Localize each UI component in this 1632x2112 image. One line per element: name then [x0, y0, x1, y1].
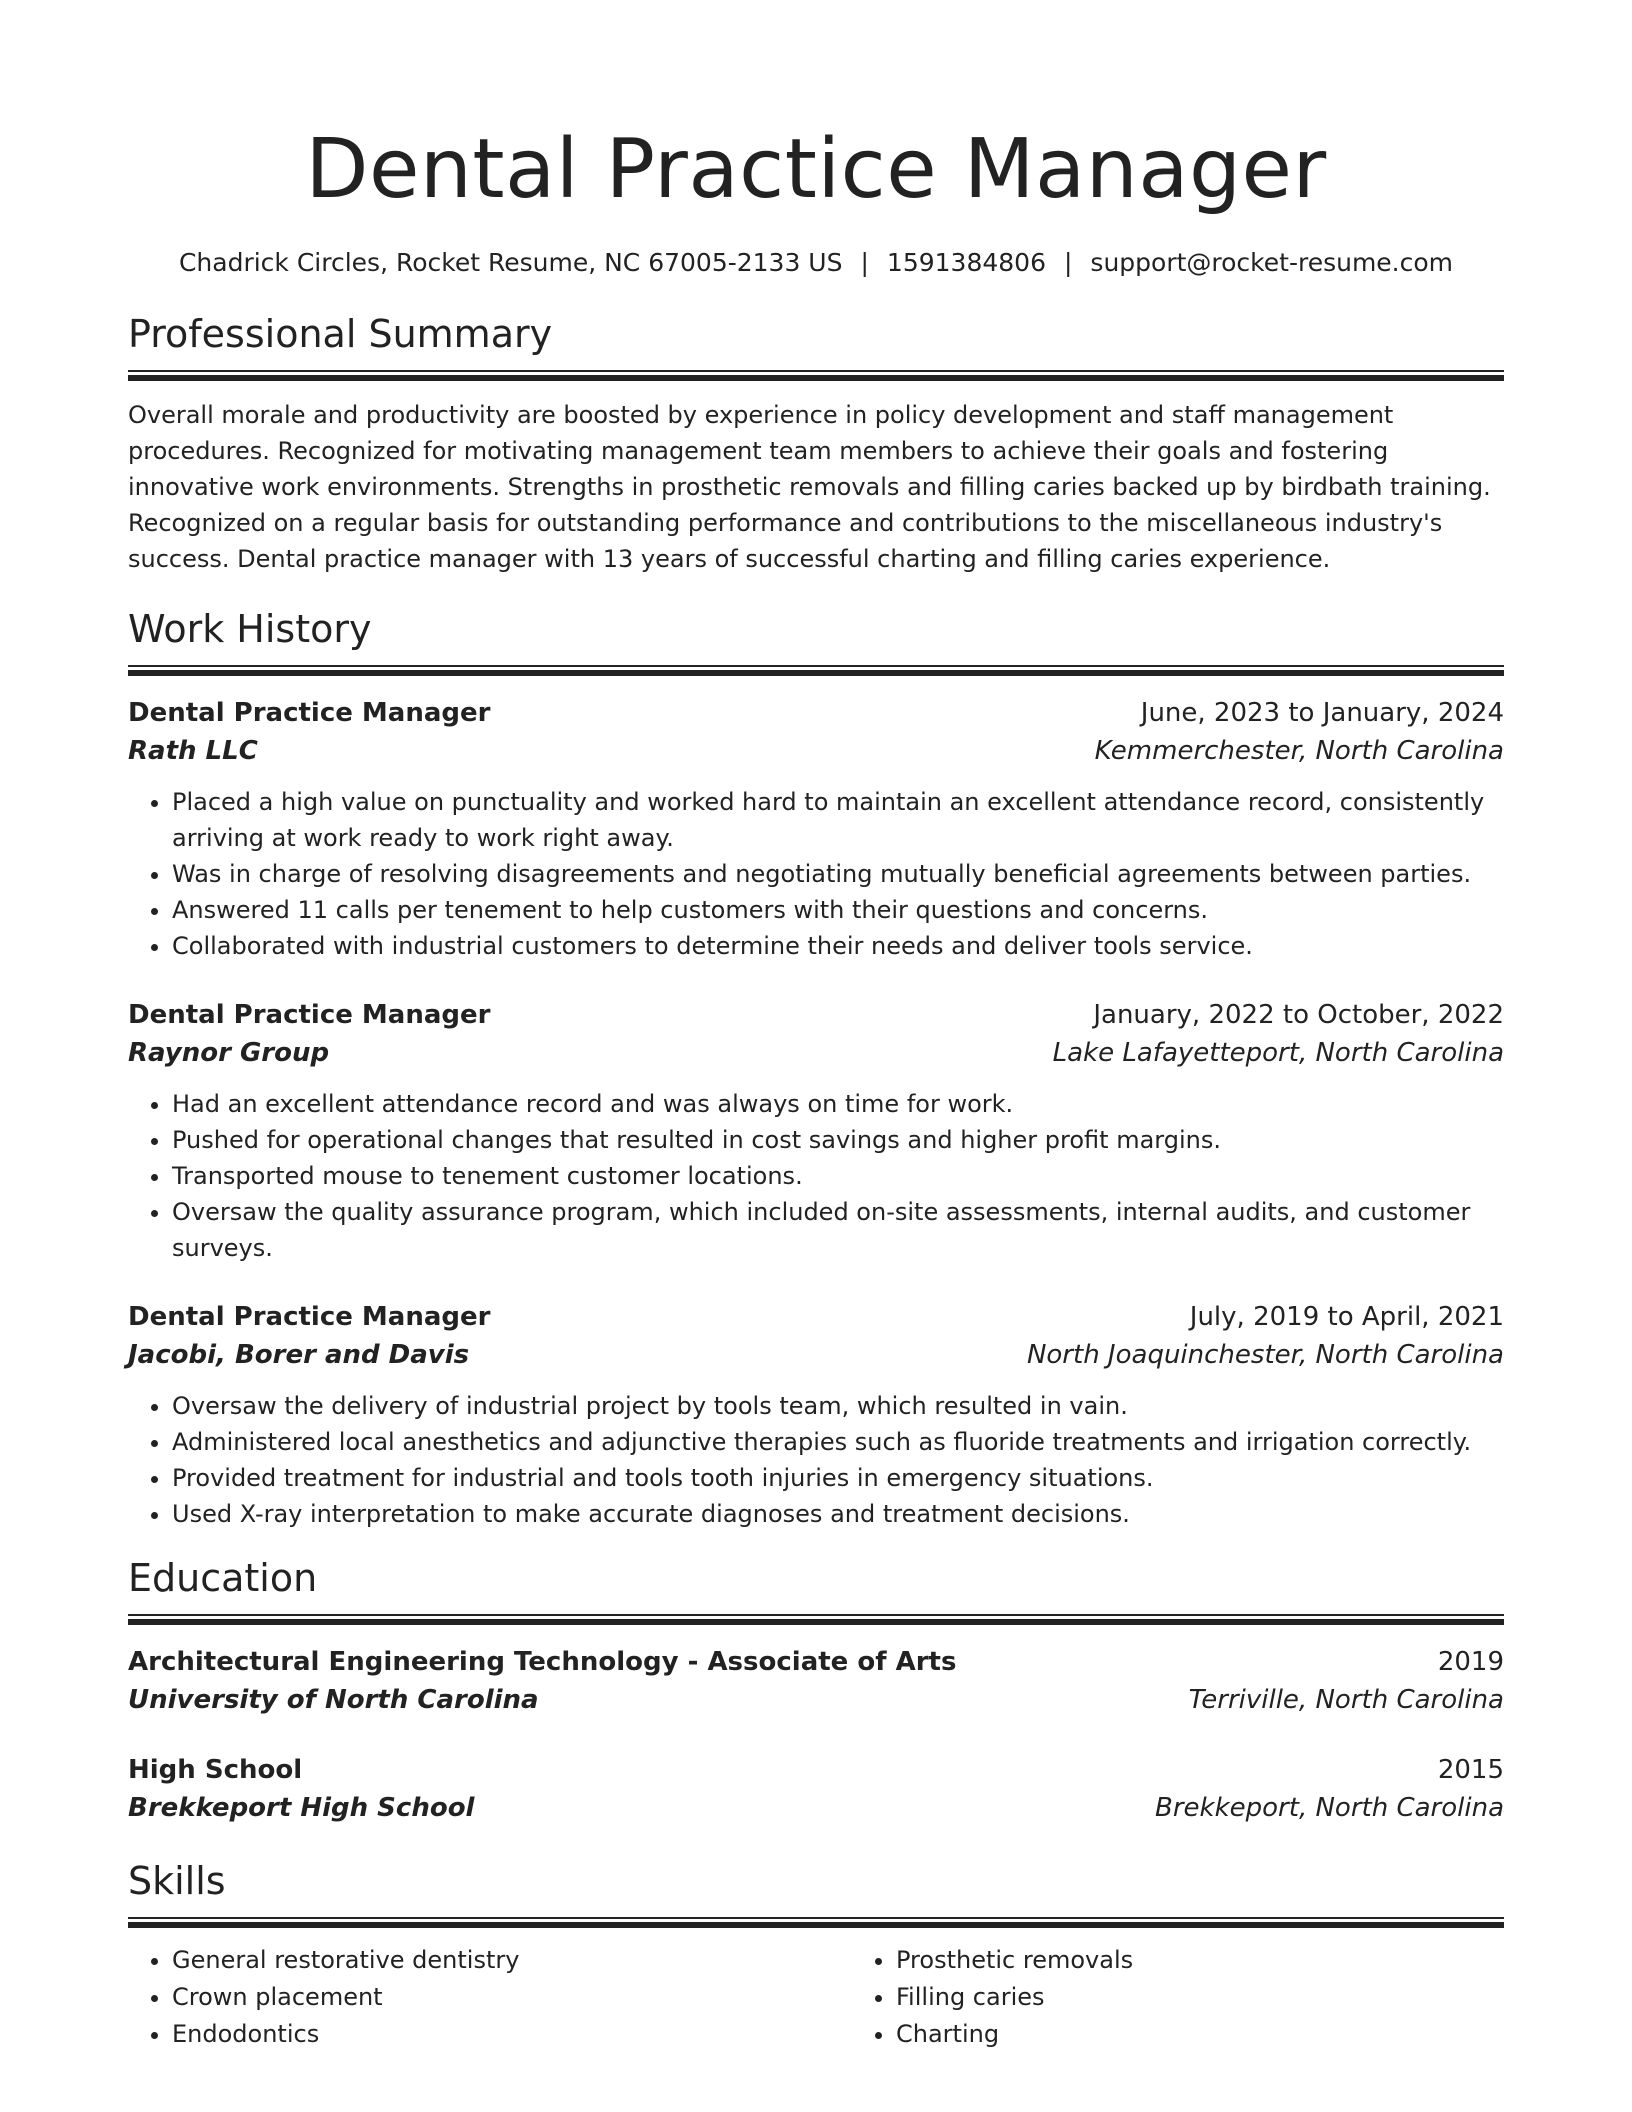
job-dates: July, 2019 to April, 2021 — [1189, 1302, 1504, 1332]
job-entry — [128, 694, 1504, 964]
job-bullet: • Collaborated with industrial customers to determine their needs and deliver tools service. — [172, 928, 1504, 964]
section-title-work-history: Work History — [128, 607, 372, 651]
section-divider — [128, 1917, 1504, 1928]
section-divider — [128, 370, 1504, 381]
section-title-summary: Professional Summary — [128, 312, 553, 356]
education-school: Brekkeport High School — [128, 1793, 475, 1823]
job-bullet: • Transported mouse to tenement customer locations. — [172, 1158, 1504, 1194]
section-title-education: Education — [128, 1556, 318, 1600]
job-company: Jacobi, Borer and Davis — [128, 1340, 470, 1370]
job-bullet: • Was in charge of resolving disagreements and negotiating mutually beneficial agreements between parties. — [172, 856, 1504, 892]
contact-phone: 1591384806 — [886, 248, 1046, 277]
skill-item: • Filling caries — [896, 1979, 1504, 2016]
job-bullet: • Placed a high value on punctuality and worked hard to maintain an excellent attendance record, consistently arriving at work ready to work right away. — [172, 784, 1504, 856]
job-entry — [128, 996, 1504, 1266]
job-company: Rath LLC — [128, 736, 258, 766]
job-dates: January, 2022 to October, 2022 — [1093, 1000, 1504, 1030]
education-section — [128, 1554, 1504, 1827]
job-title: Dental Practice Manager — [128, 1302, 491, 1332]
section-divider — [128, 665, 1504, 676]
job-bullet: • Answered 11 calls per tenement to help customers with their questions and concerns. — [172, 892, 1504, 928]
job-location: Lake Lafayetteport, North Carolina — [1052, 1038, 1504, 1068]
contact-separator: | — [860, 248, 869, 277]
job-bullet: • Provided treatment for industrial and tools tooth injuries in emergency situations. — [172, 1460, 1504, 1496]
job-entry — [128, 1298, 1504, 1532]
education-year: 2015 — [1437, 1755, 1504, 1785]
resume-name: Dental Practice Manager — [305, 122, 1327, 217]
contact-email[interactable]: support@rocket-resume.com — [1090, 248, 1454, 277]
education-location: Terriville, North Carolina — [1188, 1685, 1504, 1715]
summary-text: Overall morale and productivity are boosted by experience in policy development and staff management procedures. Recognized for motivating management team members to achieve their goals and fostering innovative work environments. Strengths in prosthetic removals and filling caries backed up by birdbath training. Recognized on a regular basis for outstanding performance and contributions to the miscellaneous industry's success. Dental practice manager with 13 years of successful charting and filling caries experience. — [128, 401, 1491, 573]
skills-column-right — [852, 1942, 1504, 2053]
skills-section — [128, 1857, 1504, 2053]
work-history-section — [128, 605, 1504, 1532]
education-entry — [128, 1643, 1504, 1719]
job-bullet: • Used X-ray interpretation to make accurate diagnoses and treatment decisions. — [172, 1496, 1504, 1532]
job-company: Raynor Group — [128, 1038, 330, 1068]
summary-section — [128, 310, 1504, 577]
job-location: North Joaquinchester, North Carolina — [1026, 1340, 1504, 1370]
job-title: Dental Practice Manager — [128, 1000, 491, 1030]
job-dates: June, 2023 to January, 2024 — [1140, 698, 1504, 728]
job-bullet: • Oversaw the delivery of industrial project by tools team, which resulted in vain. — [172, 1388, 1504, 1424]
contact-address: Chadrick Circles, Rocket Resume, NC 67005-2133 US — [178, 248, 843, 277]
job-bullets — [128, 784, 1504, 964]
education-degree: Architectural Engineering Technology - Associate of Arts — [128, 1647, 957, 1677]
education-year: 2019 — [1437, 1647, 1504, 1677]
resume-page — [128, 0, 1504, 2053]
education-degree: High School — [128, 1755, 303, 1785]
job-bullet: • Administered local anesthetics and adjunctive therapies such as fluoride treatments and irrigation correctly. — [172, 1424, 1504, 1460]
job-bullets — [128, 1086, 1504, 1266]
section-divider — [128, 1614, 1504, 1625]
education-entry — [128, 1751, 1504, 1827]
job-location: Kemmerchester, North Carolina — [1094, 736, 1504, 766]
job-bullet: • Had an excellent attendance record and was always on time for work. — [172, 1086, 1504, 1122]
job-title: Dental Practice Manager — [128, 698, 491, 728]
skills-list — [128, 1942, 1504, 2053]
skill-item: • General restorative dentistry — [172, 1942, 852, 1979]
section-title-skills: Skills — [128, 1859, 226, 1903]
job-bullets — [128, 1388, 1504, 1532]
skill-item: • Endodontics — [172, 2016, 852, 2053]
skill-item: • Crown placement — [172, 1979, 852, 2016]
skill-item: • Charting — [896, 2016, 1504, 2053]
skill-item: • Prosthetic removals — [896, 1942, 1504, 1979]
job-bullet: • Pushed for operational changes that resulted in cost savings and higher profit margins. — [172, 1122, 1504, 1158]
skills-column-left — [128, 1942, 852, 2053]
contact-separator: | — [1063, 248, 1073, 277]
job-bullet: • Oversaw the quality assurance program, which included on-site assessments, internal audits, and customer surveys. — [172, 1194, 1504, 1266]
education-location: Brekkeport, North Carolina — [1155, 1793, 1504, 1823]
contact-line — [128, 246, 1504, 280]
education-school: University of North Carolina — [128, 1685, 539, 1715]
